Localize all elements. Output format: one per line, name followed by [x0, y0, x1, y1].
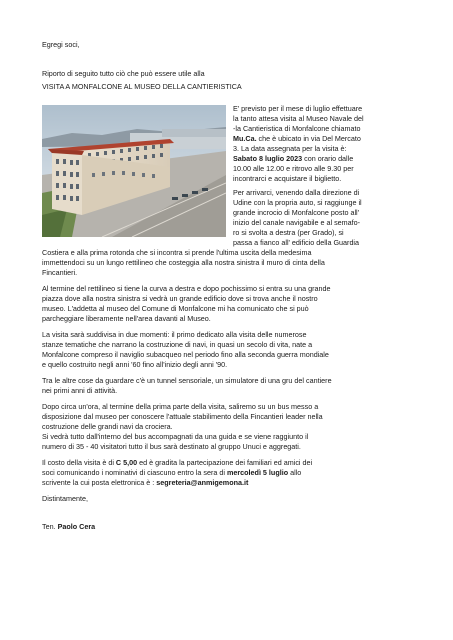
signature [42, 522, 95, 532]
right-line-6 [233, 154, 353, 164]
right-line-2: la tanto attesa visita al Museo Navale del [233, 114, 364, 123]
arrival-line-2: piazza dove alla nostra sinistra si vedrà un grande edificio dove si trova anche il nostro [42, 294, 318, 303]
signature-rank: Ten. [42, 522, 58, 531]
contact-email: segreteria@anmigemona.it [156, 478, 249, 487]
directions-cont-1: Costiera e alla prima rotonda che si incontra si prende l'ultima uscita della medesima [42, 248, 312, 257]
bus-line-4: Si vedrà tutto dall'interno del bus accompagnati da una guida e se viene raggiunto il [42, 432, 309, 441]
closing: Distintamente, [42, 494, 88, 503]
extras-line-2: nei primi anni di attività. [42, 386, 118, 395]
directions-line-3: grande incrocio di Monfalcone posto all' [233, 208, 360, 217]
visit-line-4: e quello costruito negli anni '60 fino all'inizio degli anni '90. [42, 360, 228, 369]
directions-line-2: Udine con la propria auto, si raggiunge il [233, 198, 362, 207]
right-line-7: 10.00 alle 12.00 e ritrovo alle 9.30 per [233, 164, 354, 173]
cost-line-1 [42, 458, 312, 468]
right-line-8: incontrarci e acquistare il biglietto. [233, 174, 342, 183]
right-line-1: E' previsto per il mese di luglio effettuare [233, 104, 363, 113]
visit-time-text: con orario dalle [302, 154, 354, 163]
intro-line: Riporto di seguito tutto ciò che può essere utile alla [42, 69, 205, 78]
signature-name: Paolo Cera [57, 522, 96, 531]
directions-cont-3: Fincantieri. [42, 268, 78, 277]
arrival-line-4: parcheggiare liberamente nell'area davanti al Museo. [42, 314, 211, 323]
extras-line-1: Tra le altre cose da guardare c'è un tunnel sensoriale, un simulatore di una gru del cantiere [42, 376, 332, 385]
visit-line-3: Monfalcone compreso il naviglio subacqueo nel periodo fino alla seconda guerra mondiale [42, 350, 329, 359]
bus-line-1: Dopo circa un'ora, al termine della prima parte della visita, saliremo su un bus messo a [42, 402, 319, 411]
cost-line-3 [42, 478, 248, 488]
deadline-text: soci comunicando i nominativi di ciascuno entro la sera di [42, 468, 227, 477]
deadline-text-2: allo [288, 468, 302, 477]
directions-line-4: inizio del canale navigabile e al semafo- [233, 218, 361, 227]
museum-address-text: che è ubicato in via Del Mercato [256, 134, 361, 143]
visit-line-1: La visita sarà suddivisa in due momenti: il primo dedicato alla visita delle numerose [42, 330, 307, 339]
right-line-4 [233, 134, 361, 144]
bus-line-3: costruzione delle grandi navi da crociera. [42, 422, 173, 431]
right-line-3: -la Cantieristica di Monfalcone chiamato [233, 124, 361, 133]
visit-line-2: stanze tematiche che narrano la costruzione di navi, in quasi un secolo di vita, nate a [42, 340, 313, 349]
cost-amount: C 5,00 [115, 458, 138, 467]
email-text: scrivente la cui posta elettronica è : [42, 478, 157, 487]
right-line-5: 3. La data assegnata per la visita è: [233, 144, 347, 153]
directions-line-1: Per arrivarci, venendo dalla direzione di [233, 188, 360, 197]
directions-line-5: ro si svolta a destra (per Grado), si [233, 228, 344, 237]
directions-line-6: passa a fianco all' edificio della Guardia [233, 238, 360, 247]
arrival-line-3: museo. L'addetta al museo del Comune di Monfalcone mi ha comunicato che si può [42, 304, 309, 313]
cost-text-2: ed è gradita la partecipazione dei familiari ed amici dei [137, 458, 313, 467]
museum-photo [42, 105, 226, 237]
cost-text: Il costo della visita è di [42, 458, 116, 467]
directions-cont-2: immettendoci su un lungo rettilineo che costeggia alla nostra sinistra il muro di cinta della [42, 258, 325, 267]
deadline-date: mercoledì 5 luglio [226, 468, 289, 477]
bus-line-2: disposizione dal museo per conoscere l'attuale stabilimento della Fincantieri leader nella [42, 412, 323, 421]
heading: VISITA A MONFALCONE AL MUSEO DELLA CANTIERISTICA [42, 82, 242, 91]
cost-line-2 [42, 468, 301, 478]
visit-date: Sabato 8 luglio 2023 [233, 154, 303, 163]
arrival-line-1: Al termine del rettilineo si tiene la curva a destra e dopo pochissimo si entra su una grande [42, 284, 331, 293]
museum-abbreviation: Mu.Ca. [233, 134, 257, 143]
bus-line-5: numero di 35 - 40 visitatori tutto il bus sarà destinato al gruppo Unuci e aggregati. [42, 442, 301, 451]
greeting: Egregi soci, [42, 40, 80, 49]
